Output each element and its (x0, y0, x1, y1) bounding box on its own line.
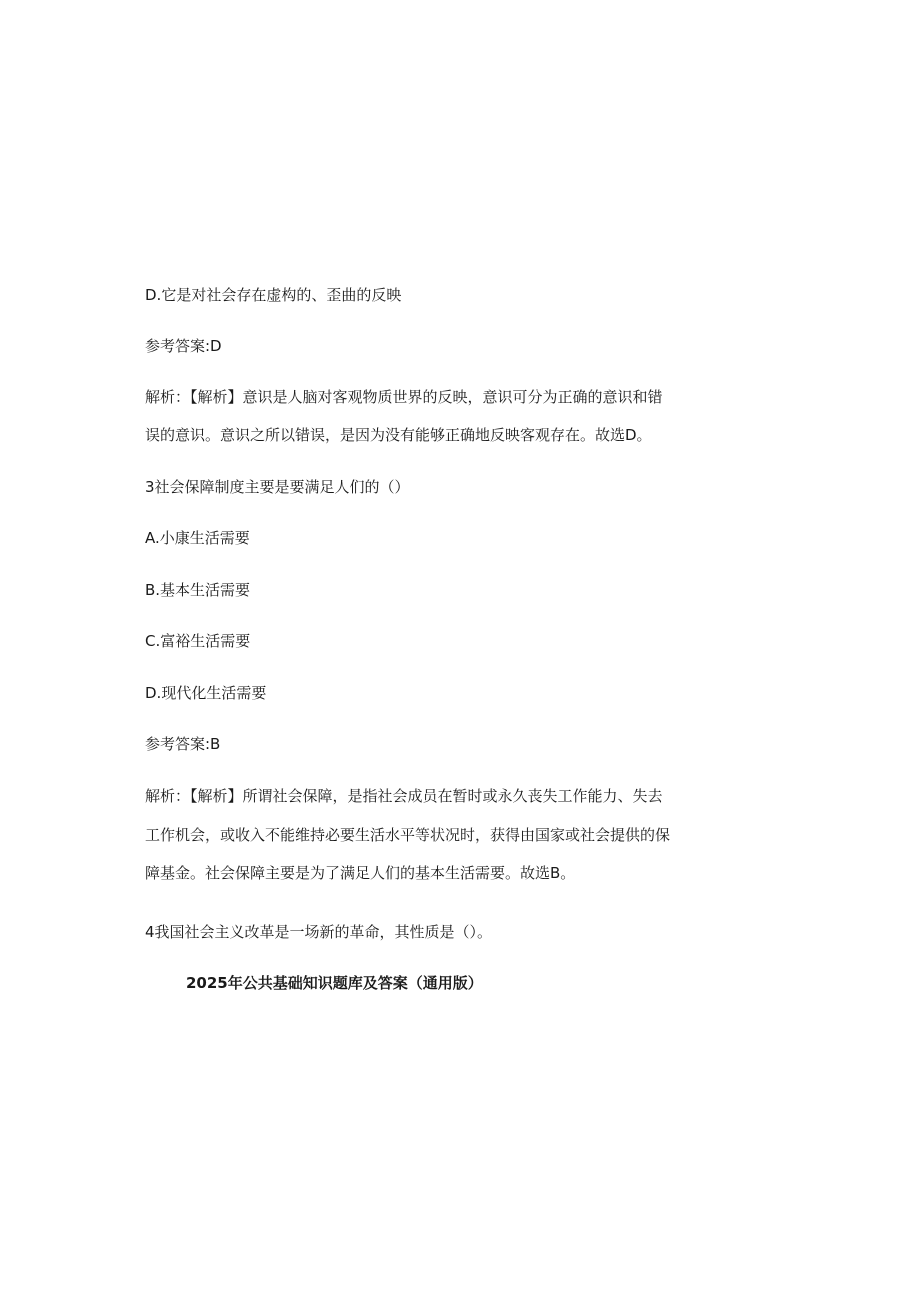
q2-option-d: D.它是对社会存在虚构的、歪曲的反映 (145, 286, 402, 304)
q3-explanation-line-2: 工作机会，或收入不能维持必要生活水平等状况时，获得由国家或社会提供的保 (145, 826, 671, 844)
q3-question: 3社会保障制度主要是要满足人们的（） (145, 478, 410, 496)
q4-question: 4我国社会主义改革是一场新的革命，其性质是（）。 (145, 923, 493, 941)
q3-explanation-line-3: 障基金。社会保障主要是为了满足人们的基本生活需要。故选B。 (145, 864, 576, 882)
q2-explanation-line-1: 解析：【解析】意识是人脑对客观物质世界的反映，意识可分为正确的意识和错 (145, 388, 663, 406)
q2-explanation-line-2: 误的意识。意识之所以错误，是因为没有能够正确地反映客观存在。故选D。 (145, 426, 652, 444)
q3-option-d: D.现代化生活需要 (145, 684, 267, 702)
q3-explanation-line-1: 解析：【解析】所谓社会保障，是指社会成员在暂时或永久丧失工作能力、失去 (145, 787, 663, 805)
q2-answer: 参考答案:D (145, 337, 222, 355)
q3-answer: 参考答案:B (145, 735, 221, 753)
q3-option-c: C.富裕生活需要 (145, 632, 251, 650)
q3-option-a: A.小康生活需要 (145, 529, 250, 547)
q3-option-b: B.基本生活需要 (145, 581, 251, 599)
document-title: 2025年公共基础知识题库及答案（通用版） (186, 974, 483, 992)
